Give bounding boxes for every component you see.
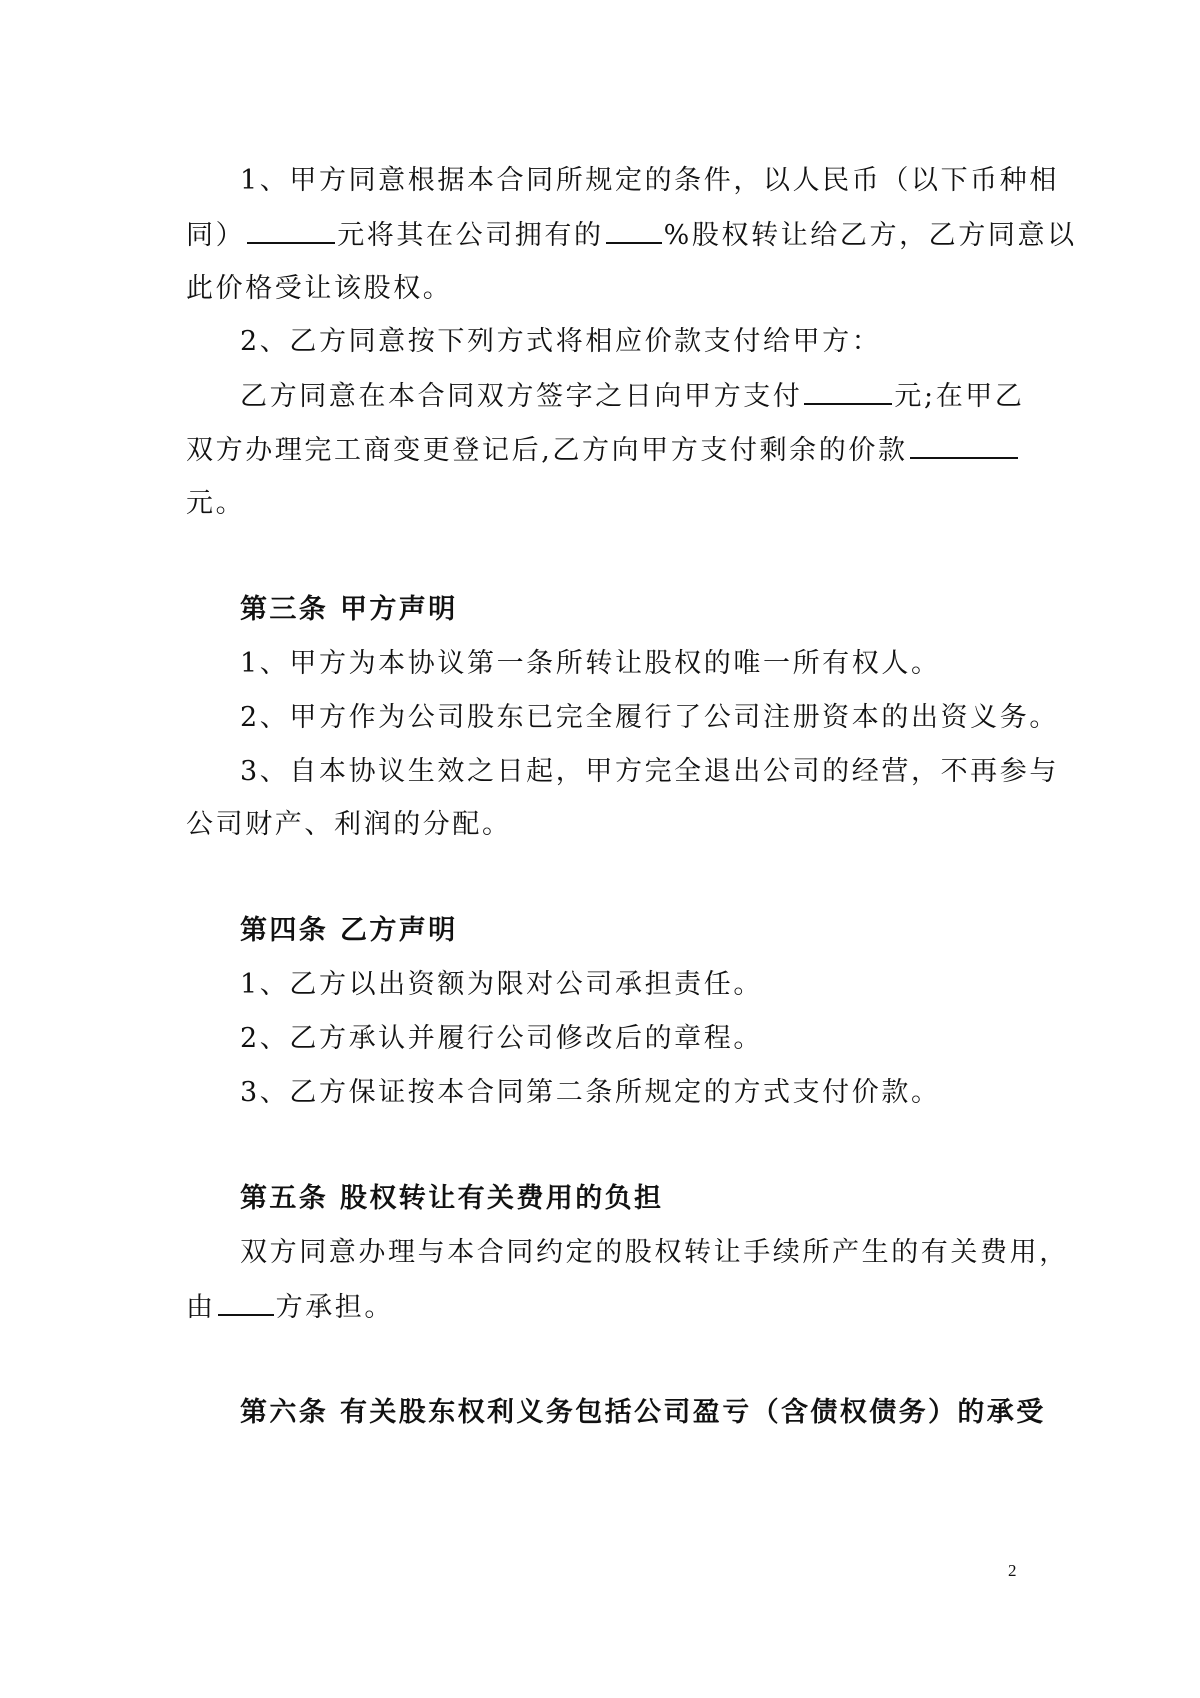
text: 1、甲方同意根据本合同所规定的条件，以人民币（以下币种相 [240, 165, 1059, 196]
party-blank [218, 1290, 274, 1316]
article-3-item-3-line-2: 公司财产、利润的分配。 [186, 809, 512, 840]
clause-2-1-line-2 [186, 218, 1077, 253]
clause-2-2-detail-line-1 [240, 379, 1025, 414]
text: 方承担。 [275, 1292, 395, 1323]
text: %股权转让给乙方，乙方同意以 [663, 220, 1077, 251]
article-6-heading: 第六条 有关股东权利义务包括公司盈亏（含债权债务）的承受 [240, 1397, 1046, 1428]
text: 由 [186, 1292, 216, 1323]
article-5-line-2 [186, 1290, 394, 1325]
article-3-heading: 第三条 甲方声明 [240, 594, 458, 625]
amount-blank [247, 218, 335, 244]
article-3-item-2: 2、甲方作为公司股东已完全履行了公司注册资本的出资义务。 [240, 702, 1059, 733]
text: 乙方同意在本合同双方签字之日向甲方支付 [240, 381, 803, 412]
clause-2-1-line-3 [186, 272, 452, 306]
article-4-item-1: 1、乙方以出资额为限对公司承担责任。 [240, 969, 763, 1000]
clause-2-2-detail-line-2 [186, 433, 1020, 468]
text: 元;在甲乙 [894, 381, 1025, 412]
article-5-heading: 第五条 股权转让有关费用的负担 [240, 1183, 664, 1214]
text: 元将其在公司拥有的 [337, 220, 604, 251]
text: 2、乙方同意按下列方式将相应价款支付给甲方： [240, 326, 882, 357]
text: 双方办理完工商变更登记后,乙方向甲方支付剩余的价款 [186, 435, 908, 466]
percent-blank [606, 218, 662, 244]
article-4-heading: 第四条 乙方声明 [240, 915, 458, 946]
page-number: 2 [1008, 1561, 1017, 1580]
article-3-item-1: 1、甲方为本协议第一条所转让股权的唯一所有权人。 [240, 648, 941, 679]
text: 元。 [186, 488, 246, 519]
article-5-line-1: 双方同意办理与本合同约定的股权转让手续所产生的有关费用， [240, 1237, 1069, 1268]
clause-2-2-detail-line-3 [186, 487, 245, 521]
clause-2-2 [240, 325, 881, 359]
article-3-item-3-line-1: 3、自本协议生效之日起，甲方完全退出公司的经营，不再参与 [240, 756, 1059, 787]
text: 此价格受让该股权。 [186, 273, 453, 304]
text: 同） [186, 220, 246, 251]
article-4-item-3: 3、乙方保证按本合同第二条所规定的方式支付价款。 [240, 1077, 941, 1108]
clause-2-1-line-1 [240, 164, 1059, 198]
remaining-payment-blank [910, 433, 1018, 459]
article-4-item-2: 2、乙方承认并履行公司修改后的章程。 [240, 1023, 763, 1054]
first-payment-blank [804, 379, 892, 405]
